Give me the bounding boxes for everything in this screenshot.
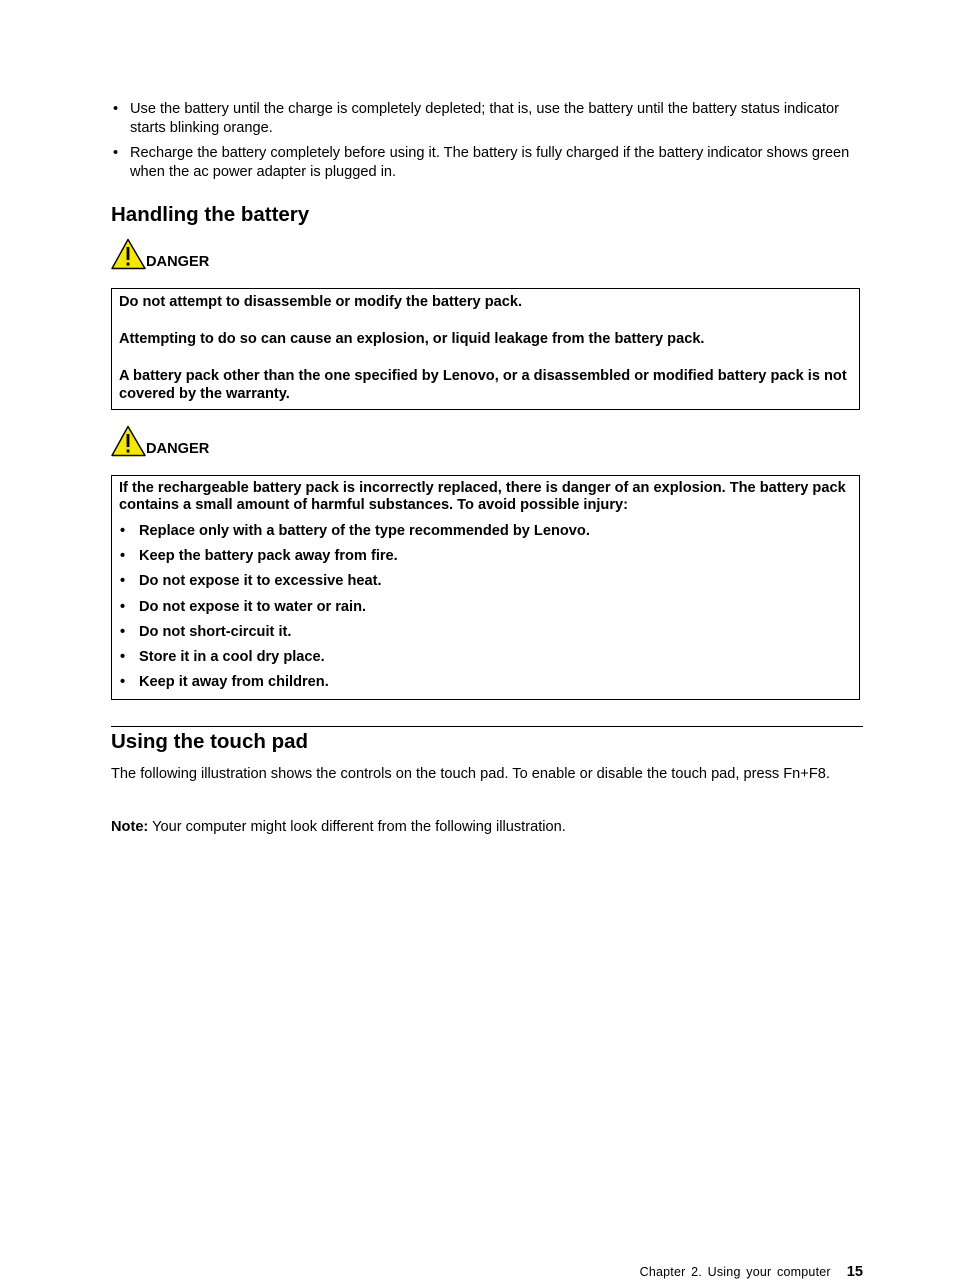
danger-intro: If the rechargeable battery pack is incorrectly replaced, there is danger of an explosion. The battery pack contains a small amount of harmful substances. To avoid possible injury: bbox=[119, 480, 846, 513]
danger-box-2 bbox=[111, 475, 860, 700]
list-item: • Do not expose it to water or rain. bbox=[119, 598, 852, 616]
danger-box-1 bbox=[111, 288, 860, 410]
danger-text: DANGER bbox=[146, 441, 210, 457]
list-item: • Do not short-circuit it. bbox=[119, 623, 852, 641]
page bbox=[111, 100, 863, 1280]
list-item: • Keep it away from children. bbox=[119, 673, 852, 691]
list-item: • Replace only with a battery of the type recommended by Lenovo. bbox=[119, 522, 852, 540]
warning-triangle-icon bbox=[111, 238, 147, 270]
danger-paragraph: A battery pack other than the one specified by Lenovo, or a disassembled or modified battery pack is not covered by the warranty. bbox=[119, 368, 847, 402]
list-item: • Store it in a cool dry place. bbox=[119, 648, 852, 666]
danger-paragraph: Do not attempt to disassemble or modify the battery pack. bbox=[119, 294, 523, 310]
danger-text: DANGER bbox=[146, 254, 210, 270]
list-item: • Use the battery until the charge is completely depleted; that is, use the battery until the battery status indicator starts blinking orange. bbox=[111, 100, 863, 138]
note-paragraph bbox=[111, 818, 863, 836]
footer-chapter: Chapter 2. Using your computer bbox=[639, 1265, 831, 1279]
note-text: Your computer might look different from the following illustration. bbox=[152, 819, 566, 835]
warning-triangle-icon bbox=[111, 425, 147, 457]
list-item: • Do not expose it to excessive heat. bbox=[119, 572, 852, 590]
list-item: • Keep the battery pack away from fire. bbox=[119, 547, 852, 565]
section-heading-handling-battery: Handling the battery bbox=[111, 203, 310, 226]
danger-item-list bbox=[119, 522, 852, 691]
list-item: • Recharge the battery completely before using it. The battery is fully charged if the battery indicator shows green when the ac power adapter is plugged in. bbox=[111, 144, 863, 182]
section-heading-touch-pad: Using the touch pad bbox=[111, 730, 309, 753]
section-divider bbox=[111, 726, 863, 727]
danger-paragraph: Attempting to do so can cause an explosion, or liquid leakage from the battery pack. bbox=[119, 331, 705, 347]
intro-bullet-list bbox=[111, 100, 863, 182]
danger-label-1 bbox=[111, 238, 209, 270]
page-number: 15 bbox=[846, 1264, 863, 1280]
note-label: Note: bbox=[111, 819, 149, 835]
danger-label-2 bbox=[111, 425, 209, 457]
body-paragraph: The following illustration shows the controls on the touch pad. To enable or disable the touch pad, press Fn+F8. bbox=[111, 766, 830, 782]
page-footer bbox=[111, 1264, 863, 1280]
